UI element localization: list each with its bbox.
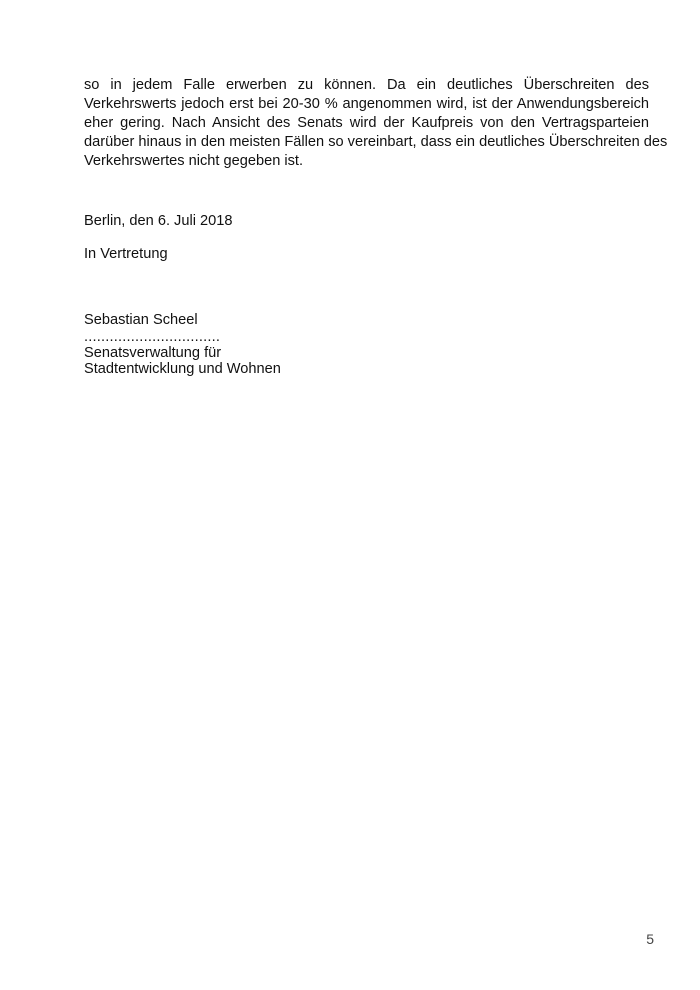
place-date: Berlin, den 6. Juli 2018 [84,213,233,229]
paragraph-line: eher gering. Nach Ansicht des Senats wird der Kaufpreis von den Vertragsparteien [84,115,649,131]
paragraph-line: so in jedem Falle erwerben zu können. Da ein deutliches Überschreiten des [84,77,649,93]
paragraph-line: Verkehrswertes nicht gegeben ist. [84,153,304,169]
paragraph-line: darüber hinaus in den meisten Fällen so vereinbart, dass ein deutliches Überschreiten des [84,134,668,150]
signatory-organization-line-2: Stadtentwicklung und Wohnen [84,361,281,377]
signature-dots: ................................ [84,329,221,345]
page-number: 5 [646,931,654,947]
paragraph-line: Verkehrswerts jedoch erst bei 20-30 % angenommen wird, ist der Anwendungsbereich [84,96,649,112]
representation-note: In Vertretung [84,246,168,262]
signatory-organization-line-1: Senatsverwaltung für [84,345,222,361]
signatory-name: Sebastian Scheel [84,312,198,328]
body-paragraph [84,76,668,171]
